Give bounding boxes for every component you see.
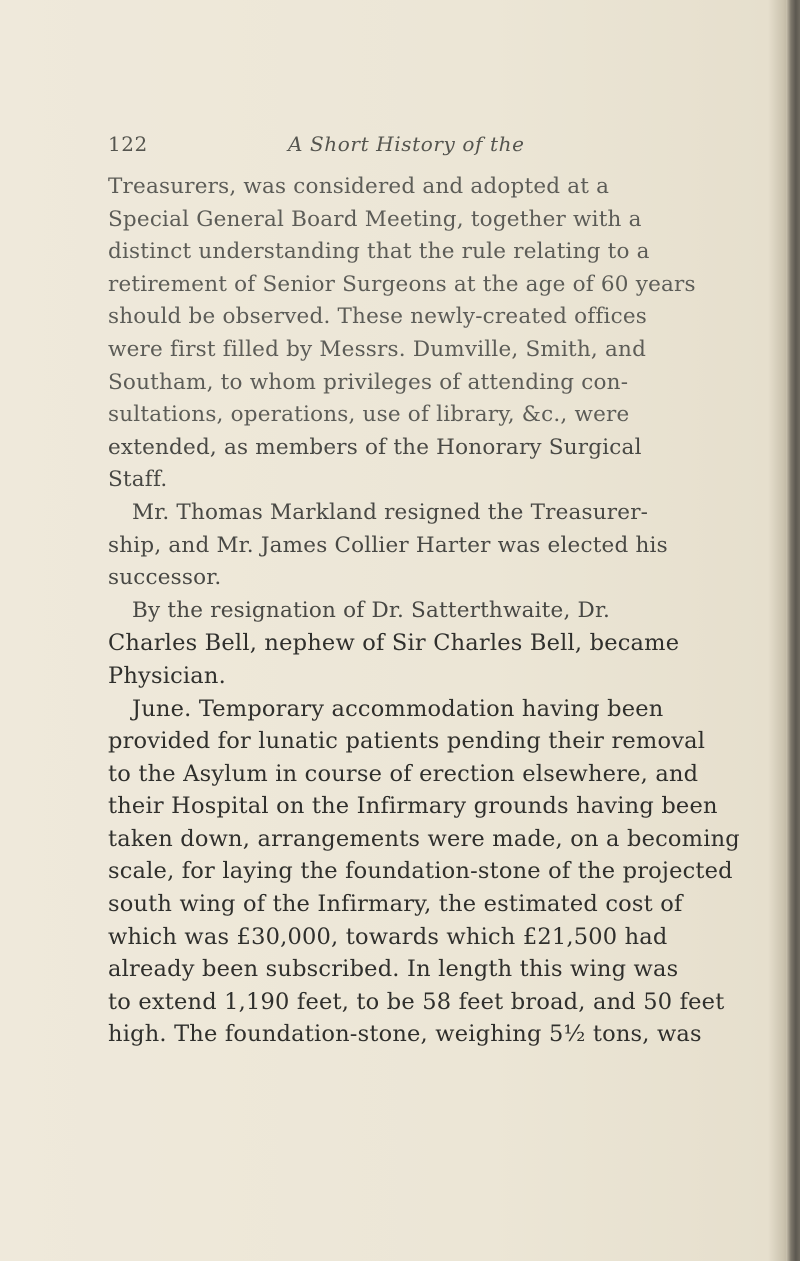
running-title: A Short History of the [288,132,525,156]
text-line: already been subscribed. In length this wing was [108,956,679,983]
page-edge-shadow [786,0,800,1261]
text-line: Treasurers, was considered and adopted at a [108,174,610,199]
text-line: Physician. [108,662,226,689]
text-line: Special General Board Meeting, together with a [108,206,642,232]
body-text [108,171,758,1051]
text-line: extended, as members of the Honorary Surgical [108,434,642,460]
running-header [108,132,688,164]
text-line: their Hospital on the Infirmary grounds having been [108,793,718,820]
text-line: ship, and Mr. James Collier Harter was elected his [108,532,668,558]
text-line: which was £30,000, towards which £21,500 had [108,923,668,950]
text-line: Staff. [108,467,168,493]
text-line: taken down, arrangements were made, on a becoming [108,825,740,852]
text-line: scale, for laying the foundation-stone of the projected [108,858,733,885]
text-line: Charles Bell, nephew of Sir Charles Bell, became [108,630,680,657]
text-line: to the Asylum in course of erection elsewhere, and [108,760,699,787]
paragraph-start-line: June. Temporary accommodation having been [132,695,664,722]
paragraph-start-line: Mr. Thomas Markland resigned the Treasurer- [132,499,649,525]
text-line: provided for lunatic patients pending their removal [108,728,706,755]
text-line: sultations, operations, use of library, &c., were [108,402,630,428]
text-line: high. The foundation-stone, weighing 5½ tons, was [108,1021,702,1048]
text-line: to extend 1,190 feet, to be 58 feet broad, and 50 feet [108,988,725,1015]
text-line: south wing of the Infirmary, the estimated cost of [108,891,683,918]
text-line: Southam, to whom privileges of attending con- [108,369,629,395]
text-line: should be observed. These newly-created offices [108,304,648,330]
text-line: distinct understanding that the rule relating to a [108,239,650,265]
text-line: successor. [108,565,222,591]
page-number: 122 [108,132,148,156]
text-line: retirement of Senior Surgeons at the age of 60 years [108,271,696,297]
text-line: were first filled by Messrs. Dumville, Smith, and [108,336,647,362]
paragraph-start-line: By the resignation of Dr. Satterthwaite, Dr. [132,597,611,623]
